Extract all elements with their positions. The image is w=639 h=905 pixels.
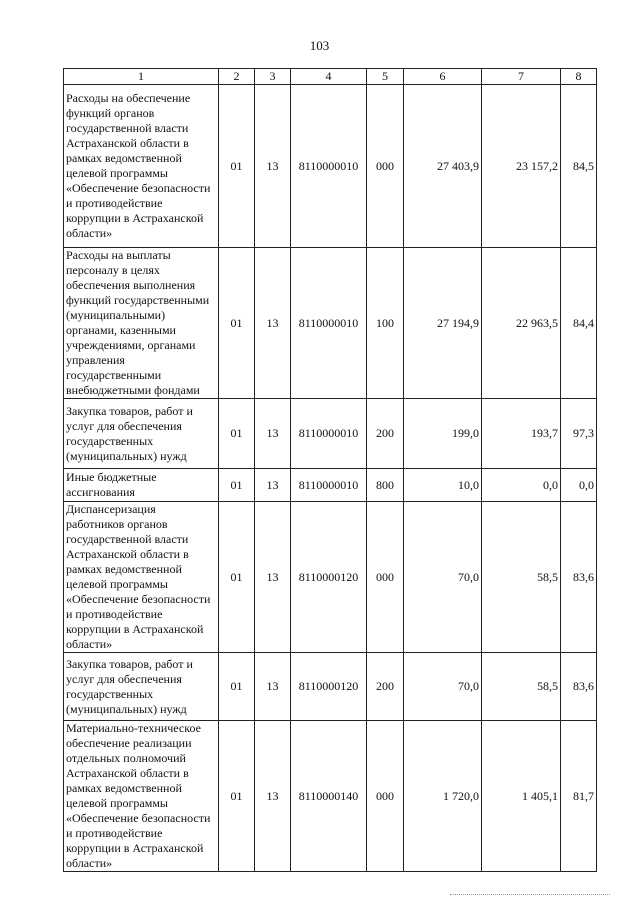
execution-percent: 0,0 xyxy=(561,469,597,502)
planned-amount: 27 403,9 xyxy=(404,85,482,248)
expense-name: Расходы на обеспечение функций органов государственной власти Астраханской области в рамках ведомственной целевой программы «Обеспечение безопасности и противодействие коррупции в Астраханской области» xyxy=(64,85,219,248)
execution-percent: 83,6 xyxy=(561,653,597,721)
header-col-4: 4 xyxy=(291,69,367,85)
header-col-2: 2 xyxy=(219,69,255,85)
header-col-5: 5 xyxy=(367,69,404,85)
budget-table xyxy=(63,68,597,872)
planned-amount: 70,0 xyxy=(404,653,482,721)
expense-type-code: 000 xyxy=(367,85,404,248)
expense-type-code: 000 xyxy=(367,721,404,872)
expense-name: Иные бюджетные ассигнования xyxy=(64,469,219,502)
table-row xyxy=(64,248,597,399)
header-col-8: 8 xyxy=(561,69,597,85)
executed-amount: 1 405,1 xyxy=(482,721,561,872)
section-code: 01 xyxy=(219,469,255,502)
target-item-code: 8110000010 xyxy=(291,469,367,502)
section-code: 01 xyxy=(219,653,255,721)
execution-percent: 84,5 xyxy=(561,85,597,248)
expense-name: Диспансеризация работников органов государственной власти Астраханской области в рамках ведомственной целевой программы «Обеспечение безопасности и противодействие коррупции в Астраханской области» xyxy=(64,502,219,653)
planned-amount: 27 194,9 xyxy=(404,248,482,399)
expense-name: Материально-техническое обеспечение реализации отдельных полномочий Астраханской области в рамках ведомственной целевой программы «Обеспечение безопасности и противодействие коррупции в Астраханской области» xyxy=(64,721,219,872)
table-row xyxy=(64,502,597,653)
subsection-code: 13 xyxy=(255,85,291,248)
section-code: 01 xyxy=(219,721,255,872)
table-row xyxy=(64,469,597,502)
section-code: 01 xyxy=(219,248,255,399)
subsection-code: 13 xyxy=(255,399,291,469)
planned-amount: 70,0 xyxy=(404,502,482,653)
section-code: 01 xyxy=(219,399,255,469)
planned-amount: 1 720,0 xyxy=(404,721,482,872)
subsection-code: 13 xyxy=(255,653,291,721)
execution-percent: 81,7 xyxy=(561,721,597,872)
table-row xyxy=(64,399,597,469)
header-col-3: 3 xyxy=(255,69,291,85)
section-code: 01 xyxy=(219,85,255,248)
table-row xyxy=(64,85,597,248)
subsection-code: 13 xyxy=(255,469,291,502)
expense-type-code: 200 xyxy=(367,653,404,721)
expense-type-code: 000 xyxy=(367,502,404,653)
subsection-code: 13 xyxy=(255,721,291,872)
subsection-code: 13 xyxy=(255,248,291,399)
expense-name: Закупка товаров, работ и услуг для обеспечения государственных (муниципальных) нужд xyxy=(64,653,219,721)
expense-type-code: 200 xyxy=(367,399,404,469)
table-row xyxy=(64,653,597,721)
expense-type-code: 100 xyxy=(367,248,404,399)
target-item-code: 8110000120 xyxy=(291,653,367,721)
executed-amount: 22 963,5 xyxy=(482,248,561,399)
subsection-code: 13 xyxy=(255,502,291,653)
executed-amount: 193,7 xyxy=(482,399,561,469)
execution-percent: 97,3 xyxy=(561,399,597,469)
executed-amount: 58,5 xyxy=(482,653,561,721)
executed-amount: 23 157,2 xyxy=(482,85,561,248)
section-code: 01 xyxy=(219,502,255,653)
planned-amount: 199,0 xyxy=(404,399,482,469)
target-item-code: 8110000140 xyxy=(291,721,367,872)
header-col-6: 6 xyxy=(404,69,482,85)
execution-percent: 84,4 xyxy=(561,248,597,399)
target-item-code: 8110000120 xyxy=(291,502,367,653)
header-col-7: 7 xyxy=(482,69,561,85)
executed-amount: 58,5 xyxy=(482,502,561,653)
expense-name: Расходы на выплаты персоналу в целях обеспечения выполнения функций государственными (муниципальными) органами, казенными учреждениями, органами управления государственными внебюджетными фондами xyxy=(64,248,219,399)
expense-type-code: 800 xyxy=(367,469,404,502)
execution-percent: 83,6 xyxy=(561,502,597,653)
planned-amount: 10,0 xyxy=(404,469,482,502)
page-number: 103 xyxy=(309,38,330,53)
scan-artifact-line xyxy=(450,892,610,895)
table-row xyxy=(64,721,597,872)
target-item-code: 8110000010 xyxy=(291,399,367,469)
header-row xyxy=(64,69,597,85)
expense-name: Закупка товаров, работ и услуг для обеспечения государственных (муниципальных) нужд xyxy=(64,399,219,469)
header-col-1: 1 xyxy=(64,69,219,85)
target-item-code: 8110000010 xyxy=(291,248,367,399)
target-item-code: 8110000010 xyxy=(291,85,367,248)
executed-amount: 0,0 xyxy=(482,469,561,502)
